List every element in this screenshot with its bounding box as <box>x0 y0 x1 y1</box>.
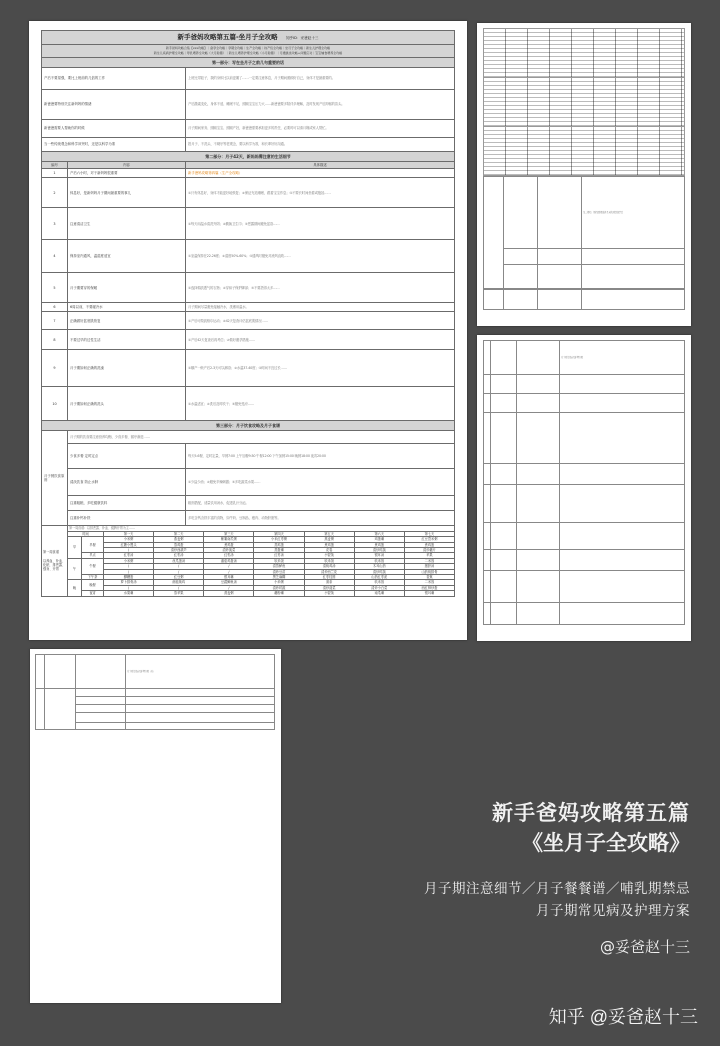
section-3-header: 第三部分：月子饮食攻略及月子食谱 <box>42 421 455 431</box>
mini-cell <box>484 394 491 413</box>
mini-cell <box>484 341 491 375</box>
meal-cell: 番茄鸡蛋汤 <box>204 558 254 563</box>
meal-cell: 软米饭 <box>354 580 404 585</box>
meal-cell: 蒸蛋羹 <box>254 548 304 553</box>
document-title-text: 新手爸妈攻略第五篇-坐月子全攻略 <box>177 33 278 41</box>
mini-cell <box>76 689 126 697</box>
meal-cell: 西红柿炒蛋 <box>404 585 454 590</box>
mini-cell <box>36 655 45 689</box>
meal-name: 早点 <box>82 553 104 558</box>
mini-cell <box>517 375 560 394</box>
promo-author: @妥爸赵十三 <box>599 938 690 956</box>
meal-cell: 豆腐鲫鱼汤 <box>204 580 254 585</box>
meal-cell: 醪糟蛋 <box>104 575 154 580</box>
main-document-table-wrapper <box>41 30 455 597</box>
mini-illness-table <box>483 340 685 625</box>
column-header-number: 编号 <box>42 162 68 169</box>
right-page-meal-plans <box>477 23 691 326</box>
meal-cell: 苹果 <box>404 553 454 558</box>
mini-cell <box>491 603 517 625</box>
row-number: 7 <box>42 312 68 330</box>
mini-cell <box>76 655 126 689</box>
meal-cell: 山药红枣泥 <box>354 575 404 580</box>
section-1-header: 第一部分：写在坐月子之前几句重要的话 <box>42 58 455 68</box>
main-document-page <box>29 21 467 640</box>
promo-title-line-1: 新手爸妈攻略第五篇 <box>492 800 690 825</box>
mini-cell <box>504 265 538 289</box>
mini-cell <box>36 689 45 730</box>
meal-cell: 山药炖排骨 <box>404 569 454 574</box>
mini-cell <box>560 375 685 394</box>
meal-header-day: 第七天 <box>404 531 454 536</box>
mini-cell <box>76 697 126 705</box>
promo-subtitle-line-2: 月子期常见病及护理方案 <box>536 903 690 919</box>
section-2-header: 第二部分：月子42天，新妈妈需注意的生活细节 <box>42 152 455 162</box>
meal-name: 午餐 <box>82 558 104 574</box>
meal-cell: / <box>104 569 154 574</box>
series-links-line-1[interactable]: 新手爸妈攻略合集【xxx攻略】｜备孕全攻略｜孕期全攻略｜生产全攻略｜待产包全攻略｜坐月子全攻略｜新生儿护理全攻略 <box>165 46 331 50</box>
meal-cell: 红枣桂圆 <box>304 575 354 580</box>
mini-cell <box>517 413 560 464</box>
diet-principles-label: 月子餐饮食原则 <box>42 431 68 526</box>
mini-cell <box>484 413 491 464</box>
mini-cell <box>126 689 275 697</box>
meal-cell: 花卷 <box>304 548 354 553</box>
meal-cell: 燕麦粥 <box>204 591 254 596</box>
meal-cell: / <box>154 585 204 590</box>
mini-cell <box>504 177 538 249</box>
meal-cell: 清炒西兰花 <box>304 569 354 574</box>
bottom-page-illness-continued <box>30 649 281 1003</box>
meal-cell: 清炒菠菜 <box>204 548 254 553</box>
meal-header-time: 时间 <box>68 531 104 536</box>
row-detail: ①顺产一般产后2-3天可以淋浴；②水温37-40度；③时间不宜过长…… <box>186 350 455 387</box>
meal-cell: 面条 <box>304 580 354 585</box>
mini-illness-continued-table <box>35 654 275 730</box>
mini-cell <box>517 571 560 603</box>
mini-cell <box>560 464 685 485</box>
row-detail: ①每天用温水清洗外阴；②勤换卫生巾；③恶露期间避免盆浴…… <box>186 208 455 240</box>
diet-row-label: 少食多餐 定时定点 <box>68 444 186 469</box>
mini-cell <box>504 290 538 310</box>
mini-cell <box>491 413 517 464</box>
meal-name: 夜宵 <box>82 591 104 596</box>
mini-cell <box>126 713 275 723</box>
row-number: 5 <box>42 273 68 303</box>
row-label: 月子期如何正确的洗头 <box>68 387 186 421</box>
document-title <box>42 31 455 45</box>
bottom-page-content <box>35 654 275 730</box>
mini-cell: 月子期常见病及护理方案 <box>560 341 685 375</box>
row-label: 月子期要穿的保暖 <box>68 273 186 303</box>
meal-cell: / <box>104 548 154 553</box>
mini-cell <box>538 265 582 289</box>
mini-cell <box>517 485 560 523</box>
row-detail: ①产后42天复查后再考虑；②做好避孕措施…… <box>186 330 455 350</box>
diet-row-label: 注重粗粮，多吃健康饮料 <box>68 496 186 511</box>
right-page-common-illness <box>477 335 691 641</box>
mini-cell <box>517 464 560 485</box>
meal-cell: 鸡蛋羹 <box>354 537 404 542</box>
meal-cell: 蒸苹果 <box>154 591 204 596</box>
meal-cell: / <box>204 564 254 569</box>
meal-cell: 萝卜排骨汤 <box>104 580 154 585</box>
mini-cell <box>491 485 517 523</box>
meal-header-day: 第一天 <box>104 531 154 536</box>
meal-cell: 猪肝汤 <box>404 564 454 569</box>
meal-cell: 清蒸鲈鱼 <box>254 564 304 569</box>
row-number: 10 <box>42 387 68 421</box>
meal-header-day: 第三天 <box>204 531 254 536</box>
mini-cell <box>484 550 491 571</box>
meal-cell: 小馄饨 <box>304 553 354 558</box>
mini-cell <box>538 177 582 249</box>
meal-cell: 燕麦粥 <box>304 537 354 542</box>
mini-cell <box>491 341 517 375</box>
row-label: 保持室内通风，温湿度适宜 <box>68 240 186 273</box>
mini-cell <box>491 394 517 413</box>
meal-cell: 煮鸡蛋 <box>354 542 404 547</box>
meal-cell: 清炒小白菜 <box>354 585 404 590</box>
right-page-1-content <box>483 28 685 310</box>
mini-meal-table-week-4 <box>483 127 685 176</box>
meal-cell: 木耳山药 <box>354 564 404 569</box>
mini-cell <box>560 394 685 413</box>
meal-period: 晚 <box>68 580 82 596</box>
meal-cell: 银耳汤 <box>354 553 404 558</box>
mini-cell <box>582 249 685 265</box>
mini-cell <box>560 413 685 464</box>
promo-subtitle-line-1: 月子期注意细节／月子餐餐谱／哺乳期禁忌 <box>424 881 690 897</box>
meal-cell: 清炒藕片 <box>404 548 454 553</box>
meal-cell: 煮鸡蛋 <box>404 542 454 547</box>
main-document-table <box>41 30 455 526</box>
meal-cell: 蒸鸡蛋 <box>154 542 204 547</box>
meal-cell: / <box>154 569 204 574</box>
section-1-row-text: 产后激素变化、身体不适、睡眠不足、照顾宝宝压力大……新爸爸要多陪伴多理解，及时发现产后抑郁的苗头。 <box>186 90 455 120</box>
meal-cell: 清炖鸡汤 <box>304 564 354 569</box>
meal-week-label <box>42 526 68 596</box>
section-1-row-label: 当一些传统观念和科学冲突时，还是以科学为准 <box>42 138 186 152</box>
meal-cell: / <box>204 585 254 590</box>
mini-cell <box>517 603 560 625</box>
meal-cell: 南瓜羹 <box>354 591 404 596</box>
diet-row-text: 每天5-6餐，定时定量，早餐7:00 上午加餐9:30 午餐12:00 下午加餐15:00 晚餐18:00 夜宵20:00 <box>186 444 455 469</box>
mini-cell <box>517 523 560 550</box>
mini-cell <box>491 464 517 485</box>
document-author: 知乎ID：妥爸赵十三 <box>285 36 319 40</box>
diet-intro: 月子期的饮食要注意营养均衡、少食多餐、循序渐进…… <box>68 431 455 444</box>
meal-cell: 紫薯南瓜粥 <box>204 537 254 542</box>
section-1-row-text: 捂月子、不洗头、不刷牙等老观念，要以科学为准，和长辈好好沟通。 <box>186 138 455 152</box>
mini-cell <box>504 249 538 265</box>
section-1-row-text: 月子期间家务、照顾宝宝、照顾产妇，新爸爸需要承担更多的责任，必要时可以请月嫂或家人帮忙。 <box>186 120 455 138</box>
mini-cell <box>484 485 491 523</box>
meal-cell: 清炒西葫芦 <box>154 548 204 553</box>
mini-cell <box>76 723 126 730</box>
mini-cell <box>45 655 76 689</box>
meal-cell: 小米红枣粥 <box>254 537 304 542</box>
row-label: 休息好，是新妈妈月子期间最重要的事儿 <box>68 178 186 208</box>
meal-cell: 煮鸡蛋 <box>304 542 354 547</box>
series-links[interactable] <box>42 45 455 58</box>
mini-cell <box>126 723 275 730</box>
meal-cell: / <box>204 569 254 574</box>
row-label: 月子期如何正确的洗澡 <box>68 350 186 387</box>
meal-period: 午 <box>68 558 82 580</box>
row-number: 2 <box>42 178 68 208</box>
diet-row-label: 清淡饮食 防止水肿 <box>68 469 186 496</box>
mini-cell <box>538 290 582 310</box>
meal-cell: 藕粉羹 <box>254 591 304 596</box>
mini-meal-table-week-2 <box>483 28 685 78</box>
meal-cell: 小米粥 <box>104 558 154 563</box>
mini-cell: 月子期常见病及护理方案（续） <box>126 655 275 689</box>
mini-cell: 第二周/第三周/第四周食谱 及 哺乳期饮食禁忌 <box>582 177 685 249</box>
meal-intro: 第一周食谱：以排恶露、补血、健脾开胃为主…… <box>68 526 455 531</box>
section-1-row-label: 新爸爸要特别关注新妈妈的情绪 <box>42 90 186 120</box>
meal-cell: 红枣汤 <box>254 553 304 558</box>
promo-title-line-2: 《坐月子全攻略》 <box>522 830 690 855</box>
mini-cell <box>517 394 560 413</box>
zhihu-watermark: 知乎 @妥爸赵十三 <box>548 1007 698 1027</box>
meal-cell: 清炒时蔬 <box>354 569 404 574</box>
row-detail: ①只有休息好，身体才能更好地恢复；②保证充足睡眠，跟着宝宝作息；③不要长时间坐着或抱娃…… <box>186 178 455 208</box>
meal-cell: 软米饭 <box>304 558 354 563</box>
mini-cell <box>560 485 685 523</box>
meal-cell: 银耳羹 <box>404 591 454 596</box>
diet-row-label: 注重补钙补铁 <box>68 511 186 526</box>
row-number: 4 <box>42 240 68 273</box>
meal-cell: 香蕉 <box>404 575 454 580</box>
row-detail: ①产后可做凯格尔运动；②42天复查评估盆底肌情况…… <box>186 312 455 330</box>
row-label: 注意清洁卫生 <box>68 208 186 240</box>
meal-header-day: 第六天 <box>354 531 404 536</box>
mini-cell <box>517 550 560 571</box>
meal-cell: 燕麦粥 <box>154 537 204 542</box>
mini-cell <box>484 290 504 310</box>
meal-cell: 红豆薏米粥 <box>404 537 454 542</box>
series-links-line-2[interactable]: 新生儿疾病护理全攻略｜母乳喂养全攻略（大月龄篇）｜新生儿喂养护理全攻略（小月龄篇）｜月嫂挑选攻略+问题应对｜宝宝辅食喂养全攻略 <box>153 51 343 55</box>
mini-cell <box>126 697 275 705</box>
meal-cell: 红糖小馒头 <box>104 542 154 547</box>
mini-cell <box>484 603 491 625</box>
section-1-row-text: 上班比带娃子，我的身体比以前更累了……一定要注意休息，月子期间照顾好自己，身体才是最重要的。 <box>186 68 455 90</box>
mini-cell <box>484 523 491 550</box>
row-detail: ①选择棉质透气的衣物；②穿袜子保护脚部；③不要捂得太多…… <box>186 273 455 303</box>
meal-cell: 红枣汤 <box>104 553 154 558</box>
row-detail: ①室温保持在22-26度；②湿度50%-60%；③通风时避免对流风直吹…… <box>186 240 455 273</box>
meal-cell: / <box>104 585 154 590</box>
mini-cell <box>491 550 517 571</box>
mini-cell <box>491 571 517 603</box>
meal-cell: 银耳羹 <box>204 575 254 580</box>
row-detail-link[interactable]: 新手爸妈攻略第四篇（生产全攻略） <box>186 169 455 178</box>
meal-cell: 清炒菠菜 <box>304 585 354 590</box>
meal-cell: 软米饭 <box>354 558 404 563</box>
row-number: 9 <box>42 350 68 387</box>
meal-cell: / <box>154 564 204 569</box>
meal-cell: 二米饭 <box>404 558 454 563</box>
mini-breastfeeding-table <box>483 176 685 310</box>
mini-cell <box>560 571 685 603</box>
mini-cell <box>582 265 685 289</box>
meal-week-subtitle: 以养血、补血、化瘀，排恶露、强身、开胃 <box>43 558 66 572</box>
row-number: 8 <box>42 330 68 350</box>
meal-cell: 红枣汤 <box>154 553 204 558</box>
row-number: 3 <box>42 208 68 240</box>
meal-cell: 丝瓜蛋汤 <box>154 558 204 563</box>
diet-row-text: 多吃含钙含铁丰富的食物，如牛奶、豆制品、瘦肉、动物肝脏等。 <box>186 511 455 526</box>
meal-cell: 红枣汤 <box>204 553 254 558</box>
mini-row-label <box>484 177 504 289</box>
mini-cell <box>126 705 275 713</box>
meal-cell: 小米粥 <box>254 580 304 585</box>
meal-cell: 蒸鸡蛋 <box>254 542 304 547</box>
meal-week-title: 第一周食谱 <box>43 550 59 555</box>
meal-cell: 清炒时蔬 <box>254 585 304 590</box>
mini-cell <box>76 713 126 723</box>
mini-cell <box>560 550 685 571</box>
row-detail: ①水温适宜；②洗后及时吹干；③避免受凉…… <box>186 387 455 421</box>
meal-cell: 小米粥 <box>104 537 154 542</box>
mini-cell <box>517 341 560 375</box>
right-page-2-content <box>483 340 685 625</box>
row-number: 6 <box>42 303 68 312</box>
mini-meal-table-week-3 <box>483 78 685 127</box>
section-1-row-label: 新爸爸需要人帮助你的时候 <box>42 120 186 138</box>
mini-cell <box>582 290 685 310</box>
column-header-content: 内容 <box>68 162 186 169</box>
row-detail: 月子期间尽量避免接触冷水，洗漱用温水。 <box>186 303 455 312</box>
meal-header-day: 第二天 <box>154 531 204 536</box>
promo-text-block <box>424 798 690 958</box>
row-label: 正确做好盆底肌恢复 <box>68 312 186 330</box>
mini-cell <box>484 571 491 603</box>
meal-plan-table <box>41 525 455 596</box>
meal-cell: / <box>104 564 154 569</box>
mini-cell <box>560 603 685 625</box>
meal-cell: 清炒豆苗 <box>254 569 304 574</box>
section-1-row-label: 产后不要逞强，要比上班前的几倍的工作 <box>42 68 186 90</box>
meal-header-day: 第四天 <box>254 531 304 536</box>
mini-cell <box>45 689 76 730</box>
meal-name: 下午茶 <box>82 575 104 580</box>
meal-cell: 水果羹 <box>104 591 154 596</box>
meal-cell: 二米饭 <box>404 580 454 585</box>
mini-cell <box>484 464 491 485</box>
mini-cell <box>538 249 582 265</box>
row-label: 6周以前，不要碰冷水 <box>68 303 186 312</box>
meal-cell: 黑芝麻糊 <box>254 575 304 580</box>
mini-cell <box>76 705 126 713</box>
row-number: 1 <box>42 169 68 178</box>
meal-cell: 清炒时蔬 <box>354 548 404 553</box>
diet-row-text: 粗细搭配，适量饮用汤水，促进乳汁分泌。 <box>186 496 455 511</box>
diet-row-text: ①少盐少油；②避免辛辣刺激；③多吃蔬菜水果…… <box>186 469 455 496</box>
meal-header-day: 第五天 <box>304 531 354 536</box>
mini-cell <box>491 375 517 394</box>
meal-cell: 菌菇炖鸡 <box>154 580 204 585</box>
meal-period: 早 <box>68 537 82 559</box>
meal-cell: 软米饭 <box>254 558 304 563</box>
mini-cell <box>484 375 491 394</box>
meal-name: 晚餐 <box>82 580 104 591</box>
row-label: 不要过早的过性生活 <box>68 330 186 350</box>
meal-cell: 小馄饨 <box>304 591 354 596</box>
column-header-detail: 具体描述 <box>186 162 455 169</box>
mini-cell <box>491 523 517 550</box>
meal-name: 早餐 <box>82 537 104 553</box>
meal-cell: 煮鸡蛋 <box>204 542 254 547</box>
meal-cell: 红豆粥 <box>154 575 204 580</box>
row-label: 产后六小时，对于新妈妈很重要 <box>68 169 186 178</box>
mini-cell <box>560 523 685 550</box>
